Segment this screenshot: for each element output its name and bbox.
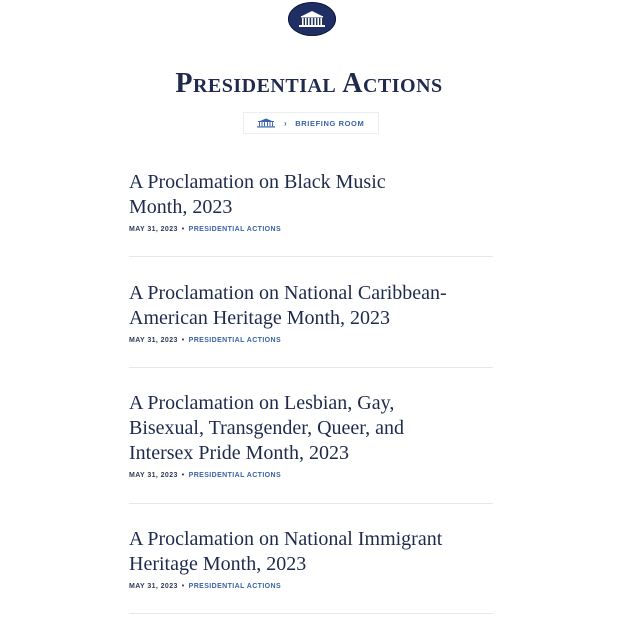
chevron-right-icon: › [284, 118, 288, 128]
article-meta [129, 225, 493, 235]
white-house-logo-icon[interactable] [288, 2, 336, 36]
article-title-link[interactable] [129, 170, 493, 220]
dot-separator-icon: • [181, 337, 185, 344]
divider [129, 613, 493, 614]
divider [129, 503, 493, 504]
breadcrumb-item-briefing-room[interactable]: BRIEFING ROOM [295, 118, 365, 128]
article-category-link[interactable]: PRESIDENTIAL ACTIONS [188, 226, 282, 233]
article-date: MAY 31, 2023 [129, 337, 178, 344]
article-date: MAY 31, 2023 [129, 226, 178, 233]
white-house-icon[interactable] [256, 118, 276, 128]
divider [129, 256, 493, 257]
article-title-line: Heritage Month, 2023 [129, 553, 307, 575]
breadcrumb [243, 112, 379, 134]
list-item [129, 391, 493, 481]
article-category-link[interactable]: PRESIDENTIAL ACTIONS [188, 583, 282, 590]
article-title-line: Month, 2023 [129, 196, 233, 218]
article-title-link[interactable] [129, 281, 493, 331]
article-title-line: Bisexual, Transgender, Queer, and [129, 417, 405, 439]
dot-separator-icon: • [181, 472, 185, 479]
article-title-line: A Proclamation on Black Music [129, 171, 386, 193]
dot-separator-icon: • [181, 226, 185, 233]
article-title-line: A Proclamation on National Immigrant [129, 528, 443, 550]
article-title-line: A Proclamation on National Caribbean- [129, 282, 447, 304]
page-title: Presidential Actions [175, 68, 443, 99]
article-title-line: A Proclamation on Lesbian, Gay, [129, 392, 395, 414]
article-category-link[interactable]: PRESIDENTIAL ACTIONS [188, 472, 282, 479]
article-meta [129, 336, 493, 346]
white-house-logo-graphic [295, 8, 329, 30]
article-date: MAY 31, 2023 [129, 583, 178, 590]
article-meta [129, 471, 493, 481]
article-meta [129, 582, 493, 592]
article-category-link[interactable]: PRESIDENTIAL ACTIONS [188, 337, 282, 344]
dot-separator-icon: • [181, 583, 185, 590]
divider [129, 367, 493, 368]
article-date: MAY 31, 2023 [129, 472, 178, 479]
article-title-link[interactable] [129, 527, 493, 577]
list-item [129, 527, 493, 592]
article-title-line: Intersex Pride Month, 2023 [129, 442, 349, 464]
article-title-line: American Heritage Month, 2023 [129, 307, 391, 329]
list-item [129, 281, 493, 346]
article-title-link[interactable] [129, 391, 493, 466]
list-item [129, 170, 493, 235]
